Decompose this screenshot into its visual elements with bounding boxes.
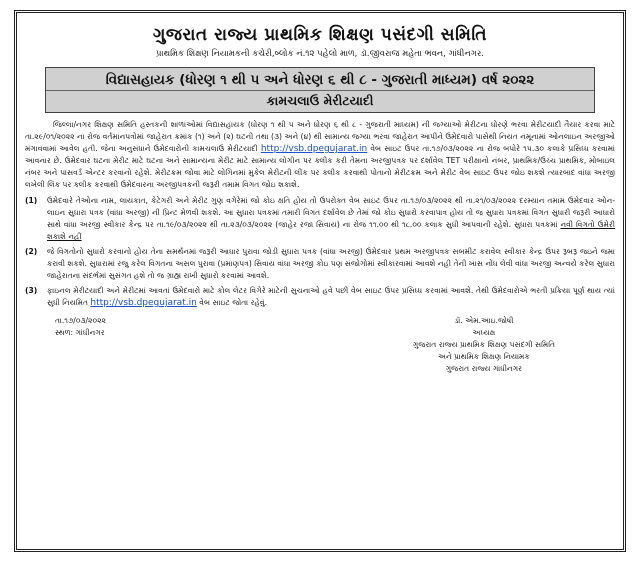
item-text: જે વિગતોનો સુધારો કરવાનો હોય તેના સમર્થનમાં જરૂરી આધાર પુરાવા જોડી સુધારા પત્રક (વાંધા અરજી) ઉમેદવાર પ્રથમ અરજીપત્રક સબમીટ કરાવેલ સ્વીકાર કેન્દ્ર ઉપર રૂબરૂ જઇને જમા કરાવી શકશે. સુધારામાં રજુ કરેલ વિગતના અસલ પુરાવા (પ્રમાણપત્ર) સિવાય વાંધા અરજી કોઇ પણ સંજોગોમાં સ્વીકારવામાં આવશે નહી તેની ખાસ નોંધ લેવી વાંધા અરજી અન્વયે કરેલ સુધારા જાહેરાતના સંદર્ભમાં સુસંગત હશે તો જ ગ્રાહ્ય રાખી સુધારો કરવામાં આવશે. [47,247,615,280]
date-place [55,315,106,339]
item-body: ઉમેદવારે તેઓના નામ, લાયકાત, કેટેગરી અને મેરીટ ગુણ વગેરેમાં જો કોઇ ક્ષતિ હોય તો ઉપરોક્ત વેબ સાઇટ ઉપર તા.૧૭/૦૩/૨૦૨૨ થી તા.૨૧/૦૩/૨૦૨૨ દરમ્યાન તમામ ઉમેદવાર ઓન-લાઇન સુધારા પત્રક (વાંધા અરજી) ની પ્રિન્ટ મેળવી શકશે. આ સુધારા પત્રકમાં તમારી વિગત દર્શાવેલ છે તેમાં જો કોઇ સુધારો કરવાપાત્ર હોય તો જ સુધારા પત્રકમાં વિગત સુધારી જરૂરી આધારો સાથે વાંધા અરજી સ્વીકાર કેન્દ્ર પર તા.૧૯/૦૩/૨૦૨૨ થી તા.૨૩/૦૩/૨૦૨૨ (જાહેર રજા સિવાય) ના રોજ ૧૧.૦૦ થી ૧૮.૦૦ કલાક સુધી આપવાની રહેશે. સુધારા પત્રકમાં [47,196,615,229]
org-address: પ્રાથમિક શિક્ષણ નિયામકની કચેરી,બ્લોક નં.૧૨ પહેલો માળ, ડૉ.જીવરાજ મહેતા ભવન, ગાંધીનગર. [156,49,484,59]
item-number: (1) [25,196,38,205]
intro-paragraph [25,119,615,191]
item-number: (2) [25,247,38,256]
org-title: ગુજરાત રાજ્ય પ્રાથમિક શિક્ષણ પસંદગી સમિતિ [152,25,488,45]
list-item [25,195,615,243]
website-link[interactable]: http://vsb.dpegujarat.in [90,298,197,308]
item-emphasis: નવી વિગતો ઉમેરી શકાશે નહીં [47,220,616,241]
signatory-role: અધ્યક્ષ [472,328,496,337]
item-text [47,285,615,309]
intro-text-a: જિલ્લા/નગર શિક્ષણ સમિતિ હસ્તકની શાળાઓમાં વિદ્યાસહાયક (ધોરણ ૧ થી ૫ અને ધોરણ ૬ થી ૮ - ગુજરાતી માધ્યમ) ની જગ્યાઓ મેરીટના ધોરણે ભરવા મેરીટયાદી તૈયાર કરવા માટે તા.૨૯/૦૧/૨૦૨૨ ના રોજ વર્તમાનપત્રોમાં જાહેરાત ક્રમાંક (૧) અને (૨) ઘટની તથા (૩) અને (૪) થી સામાન્ય જગ્યા ભરવા જાહેરાત આપીને ઉમેદવારો પાસેથી નિયત નમૂનામાં ઓનલાઇન અરજીઓ મંગાવવામાં આવેલ હતી. જેના અનુસંધાને ઉમેદવારોની કામચલાઉ મેરીટયાદી [25,120,615,153]
org-line-1: ગુજરાત રાજ્ય પ્રાથમિક શિક્ષણ પસંદગી સમિતિ [412,340,555,349]
banner-title: વિદ્યાસહાયક (ધોરણ ૧ થી ૫ અને ધોરણ ૬ થી ૮ - ગુજરાતી માધ્યમ) વર્ષ ૨૦૨૨ [46,68,594,91]
notice-banner [45,67,595,113]
list-item [25,246,615,282]
item-text [47,195,615,243]
signatory-name: ડૉ. એમ.આઇ.જોષી [454,316,514,325]
signatory [413,315,555,375]
notice-date: તા.૧૭/૦૩/૨૦૨૨ [55,316,106,325]
list-item [25,285,615,309]
item-body-end: વેબ સાઇટ જોતા રહેવું. [199,298,268,307]
org-line-3: ગુજરાત રાજ્ય ગાંધીનગર [445,364,523,373]
item-number: (3) [25,286,38,295]
notice-place: સ્થળ: ગાંધીનગર [55,328,105,337]
notice-frame [14,10,626,552]
signature-block [25,315,615,401]
website-link[interactable]: http://vsb.dpegujarat.in [260,144,368,154]
item-body: ફાઇનલ મેરીટયાદી અને મેરીટમાં આવતાં ઉમેદવારો માટે કોલ લેટર વિગેરે માટેની સુચનાઓ હવે પછી વેબ સાઇટ ઉપર પ્રસિધ્ધ કરવામાં આવશે. તેથી ઉમેદવારોએ ભરતી પ્રક્રિયા પૂર્ણ થાય ત્યાં સુધી નિયમિત [47,286,615,307]
banner-subtitle: કામચલાઉ મેરીટયાદી [266,93,374,108]
instructions-list [25,195,615,309]
org-line-2: અને પ્રાથમિક શિક્ષણ નિયામક [437,352,530,361]
intro-text-b: વેબ સાઇટ ઉપર તા.૧૭/૦૩/૨૦૨૨ ના રોજ બપોરે ૧૫.૩૦ કલાકે પ્રસિધ્ધ કરવામાં આવનાર છે. ઉમેદવાર ઘટના મેરીટ માટે ઘટના અને સામાન્યના મેરીટ માટે સામાન્ય લોગીન પર ક્લીક કરી તેમના અરજીપત્રક પર દર્શાવેલ TET પરીક્ષાનો નંબર, પ્રાથમિક/ઉચ્ચ પ્રાથમિક, મોબાઇલ નંબર અને પાસવર્ડ એન્ટર કરવાનો રહેશે. મેરીટક્રમ જોવા માટે લોગિનમાં મુકેલ મેરીટની લીંક પર ક્લીક કરવાથી પોતાનો મેરીટક્રમ અને મેરીટ વેબ સાઇટ ઉપર જોઇ શકશે ત્યારબાદ વાંધા અરજી લખેલી લિંક પર ક્લીક કરવાથી ઉમેદવારના અરજીપત્રકની જરૂરી તમામ વિગત જોઇ શકાશે. [25,144,615,189]
